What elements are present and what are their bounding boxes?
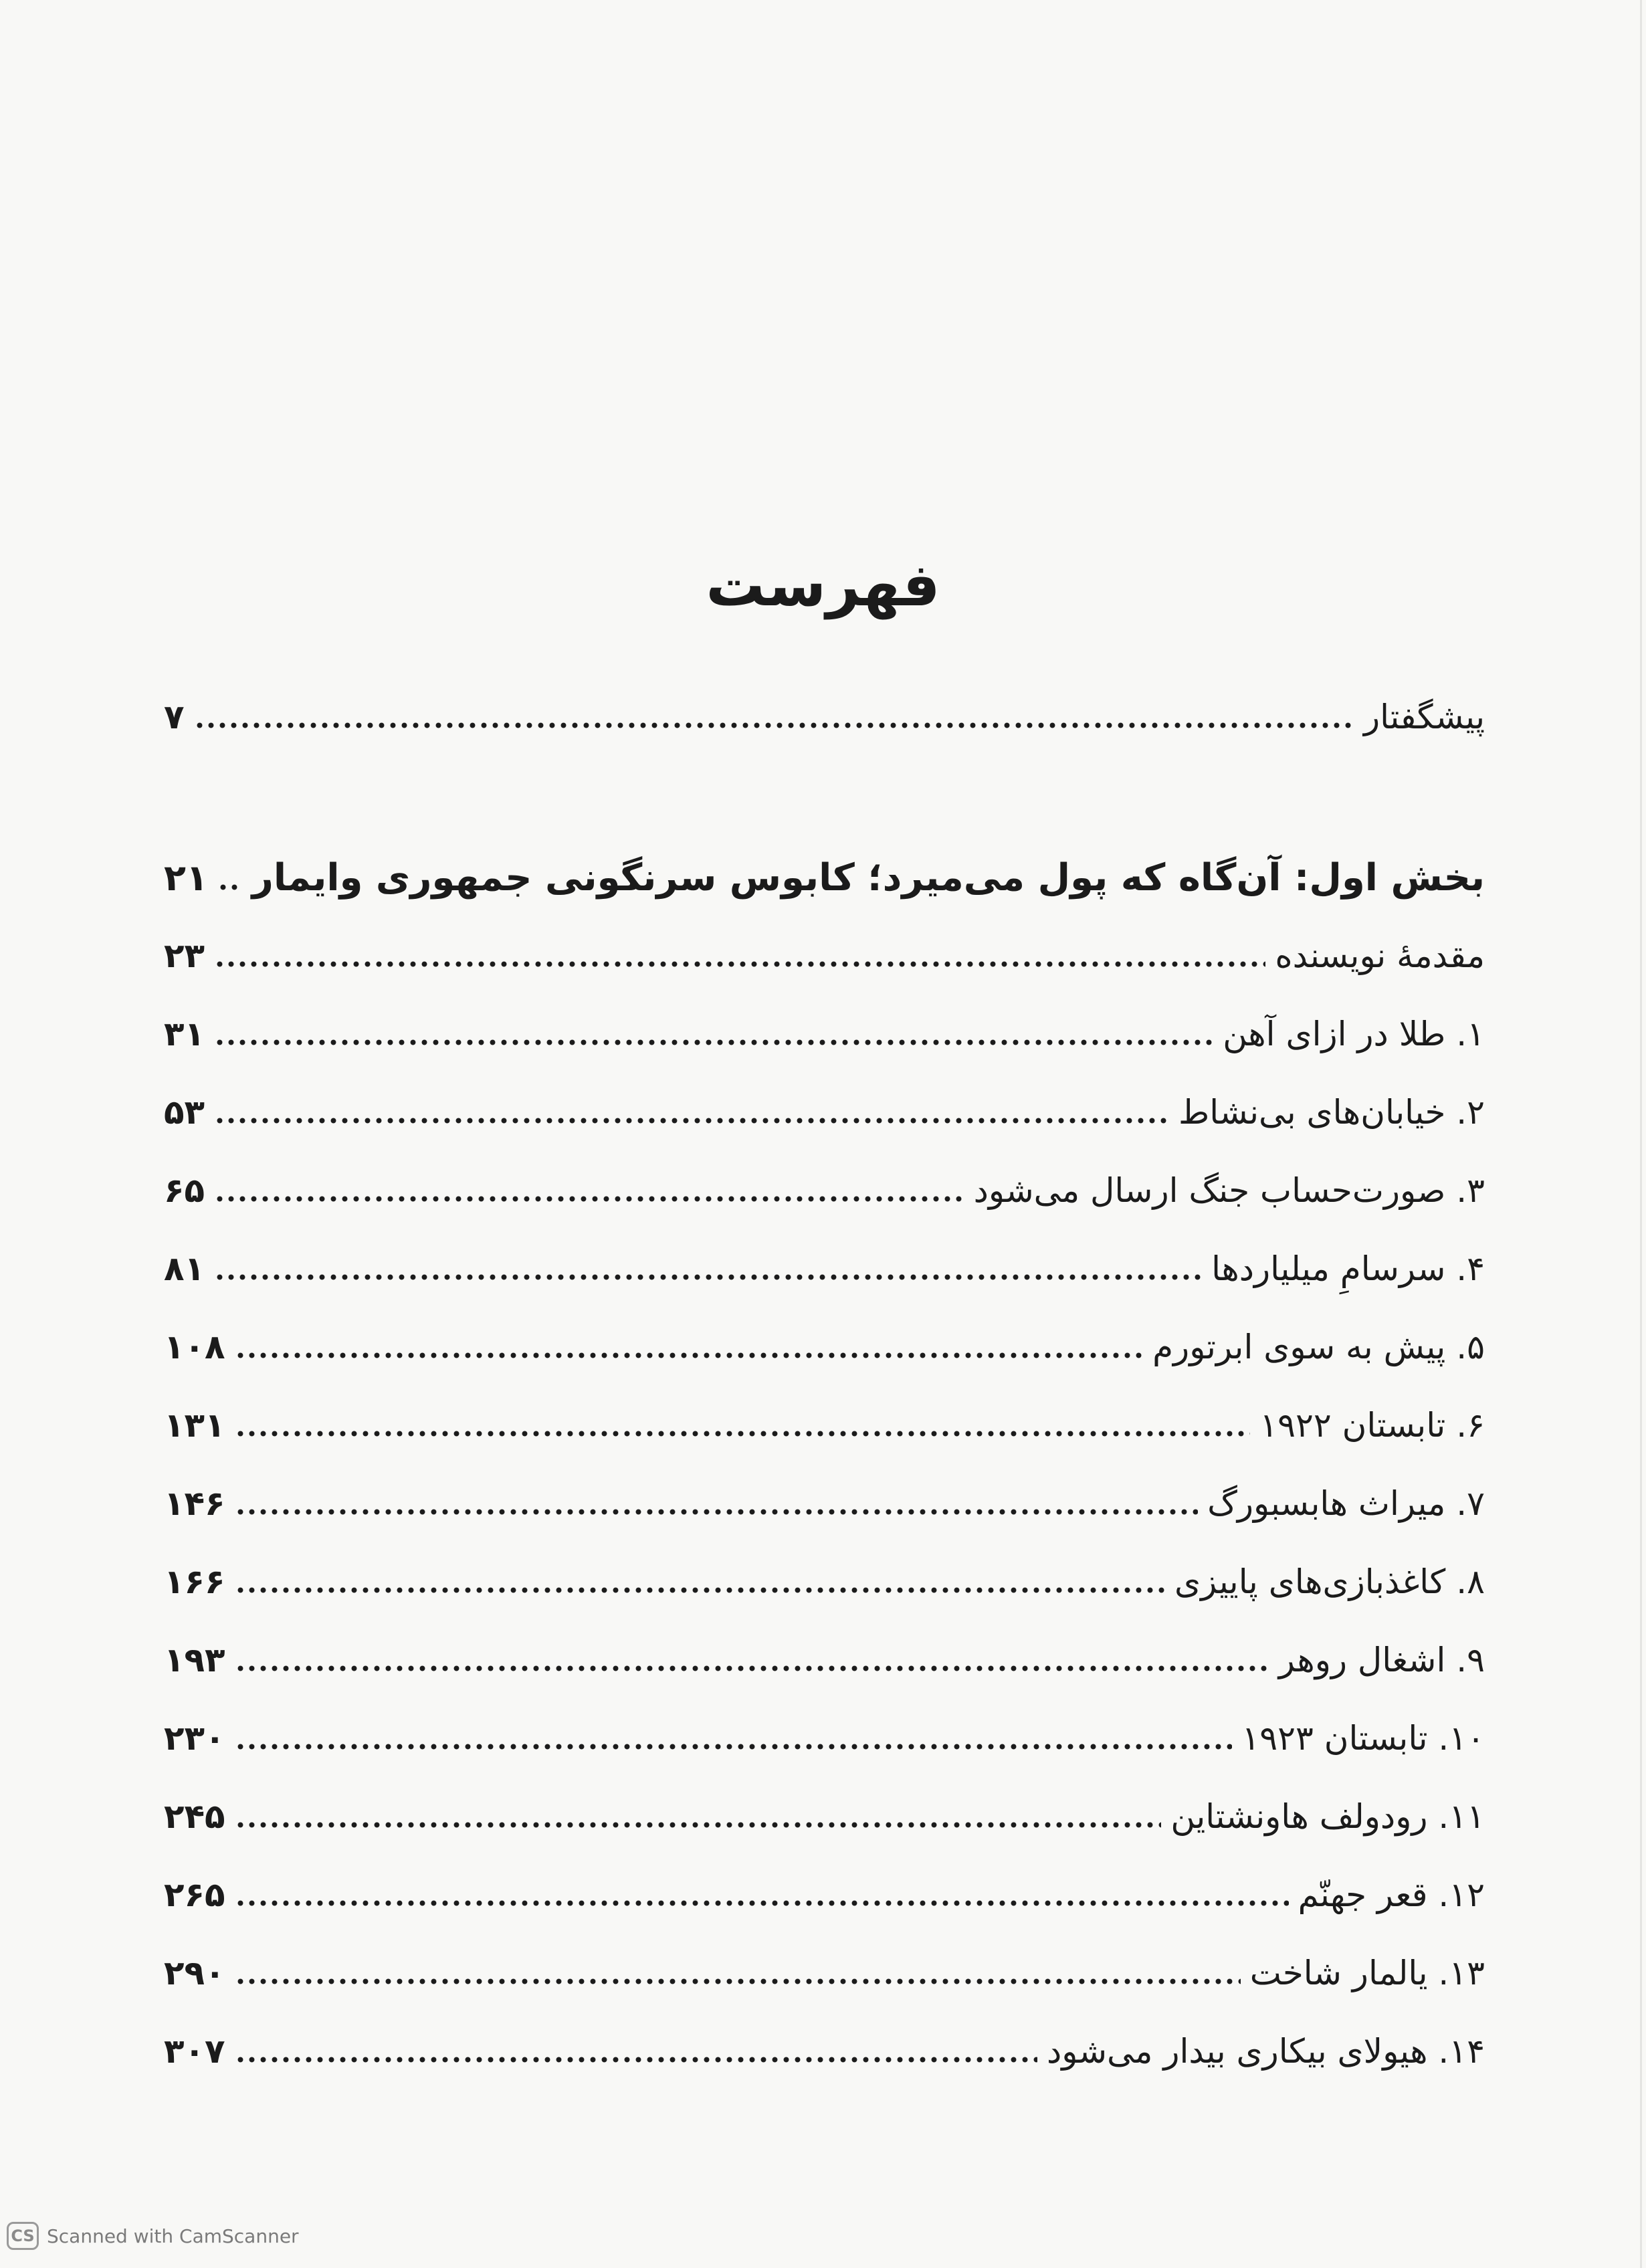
camscanner-watermark-text: Scanned with CamScanner [47,2225,299,2247]
toc-entry-page: ۱۴۶ [164,1484,225,1523]
dot-leader [194,722,1354,728]
toc-entry-page: ۱۳۱ [164,1406,225,1445]
toc-entry-page: ۲۹۰ [164,1954,225,1992]
dot-leader [214,1039,1213,1045]
toc-preface-block [164,678,1485,756]
dot-leader [235,1744,1233,1750]
toc-entry-page: ۱۹۳ [164,1641,225,1679]
toc-entry-label: ۷. میراث هابسبورگ [1207,1484,1485,1523]
page-edge-line [1640,0,1642,2268]
dot-leader [235,1822,1162,1828]
toc-entry-label: پیشگفتار [1364,698,1485,736]
dot-leader [235,1587,1165,1593]
toc-part-block [164,839,1485,917]
toc-entry-label: ۶. تابستان ۱۹۲۲ [1259,1406,1485,1445]
toc-part-page: ۲۱ [164,857,208,899]
toc-row-part-heading [164,839,1485,917]
toc-entry-label: ۴. سرسامِ میلیاردها [1211,1249,1485,1288]
toc-row [164,917,1485,995]
camscanner-logo: CS [7,2222,39,2250]
toc-row [164,995,1485,1073]
dot-leader [235,1900,1289,1906]
toc-entry-page: ۶۵ [164,1171,205,1210]
toc-entry-page: ۲۶۵ [164,1875,225,1914]
toc-entry-label: مقدمهٔ نویسنده [1275,936,1485,975]
dot-leader [217,884,243,890]
toc-entry-label: ۱۰. تابستان ۱۹۲۳ [1241,1719,1485,1758]
toc-entry-label: ۸. کاغذبازی‌های پاییزی [1174,1562,1485,1601]
toc-entry-label: ۱۱. رودولف هاونشتاین [1170,1797,1485,1836]
toc-entry-label: ۱. طلا در ازای آهن [1223,1015,1485,1053]
dot-leader [235,1352,1144,1358]
toc-entry-label: ۳. صورت‌حساب جنگ ارسال می‌شود [973,1171,1485,1210]
toc-row-preface [164,678,1485,756]
toc-entry-page: ۸۱ [164,1249,205,1288]
toc-row [164,2013,1485,2091]
toc-row [164,1386,1485,1465]
dot-leader [235,2057,1037,2063]
toc-entry-page: ۲۴۵ [164,1797,225,1836]
toc-entry-label: ۱۲. قعر جهنّم [1298,1875,1485,1914]
dot-leader [214,1196,964,1202]
dot-leader [235,1978,1241,1984]
page-title: فهرست [706,550,940,619]
toc-entry-page: ۵۳ [164,1093,205,1132]
toc-entry-page: ۱۰۸ [164,1328,225,1366]
dot-leader [235,1431,1251,1437]
dot-leader [235,1509,1199,1515]
toc-row [164,1699,1485,1778]
dot-leader [235,1665,1269,1671]
dot-leader [214,1274,1202,1280]
toc-row [164,1308,1485,1386]
toc-entry-page: ۳۰۷ [164,2032,225,2071]
toc-part-label: بخش اول: آن‌گاه که پول می‌میرد؛ کابوس سرنگونی جمهوری وایمار [251,856,1485,900]
toc-row [164,1543,1485,1621]
toc-entry-label: ۵. پیش به سوی ابرتورم [1152,1328,1485,1366]
toc-entries-list [164,917,1485,2091]
toc-row [164,1778,1485,1856]
dot-leader [214,961,1265,967]
toc-entry-page: ۲۳ [164,936,205,975]
toc-row [164,1465,1485,1543]
toc-row [164,1152,1485,1230]
toc-entry-label: ۹. اشغال روهر [1278,1641,1485,1679]
toc-row [164,1621,1485,1699]
toc-entry-page: ۱۶۶ [164,1562,225,1601]
toc-entry-page: ۳۱ [164,1015,205,1053]
dot-leader [214,1118,1169,1124]
toc-entry-page: ۲۳۰ [164,1719,225,1758]
toc-entry-label: ۲. خیابان‌های بی‌نشاط [1178,1093,1485,1132]
toc-row [164,1934,1485,2013]
toc-entry-label: ۱۳. یالمار شاخت [1249,1954,1485,1992]
toc-row [164,1230,1485,1308]
toc-row [164,1073,1485,1152]
toc-entry-label: ۱۴. هیولای بیکاری بیدار می‌شود [1047,2032,1485,2071]
toc-row [164,1856,1485,1934]
toc-entry-page: ۷ [164,698,185,736]
